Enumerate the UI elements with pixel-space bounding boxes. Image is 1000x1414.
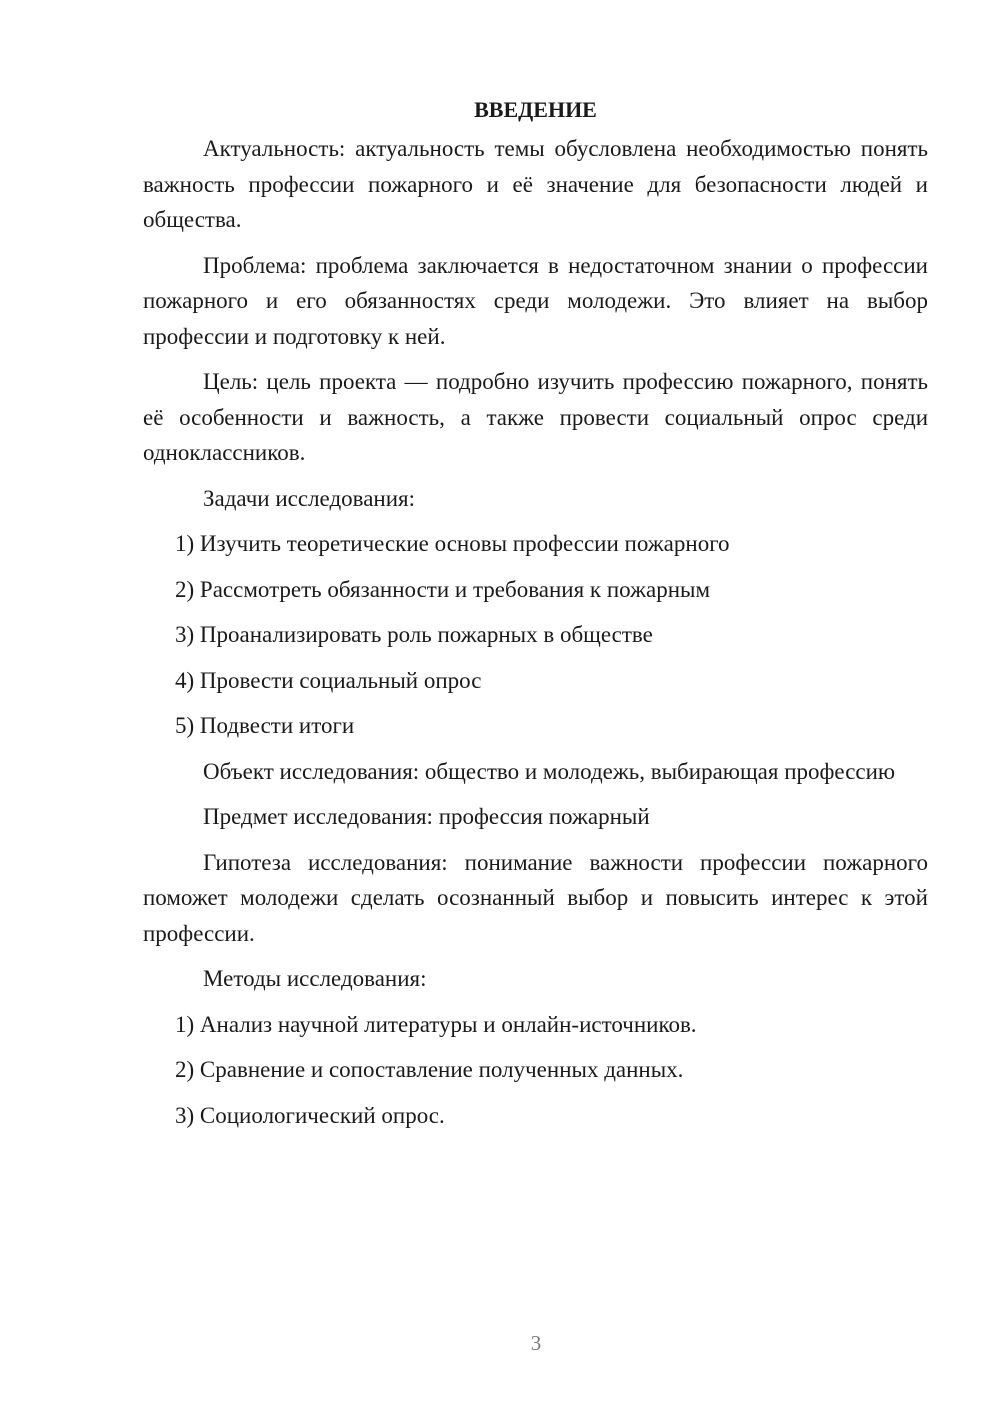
tasks-list [143,526,928,744]
tasks-heading: Задачи исследования: [203,485,416,511]
list-item: 2) Сравнение и сопоставление полученных данных. [175,1057,684,1082]
list-item: 1) Изучить теоретические основы профессии пожарного [175,531,730,556]
methods-heading: Методы исследования: [203,966,427,991]
goal-paragraph: Цель: цель проекта — подробно изучить профессию пожарного, понять её особенности и важность, а также провести социальный опрос среди одноклассников. [143,369,928,465]
relevance-paragraph: Актуальность: актуальность темы обусловлена необходимостью понять важность профессии пожарного и её значение для безопасности людей и общества. [143,136,928,232]
page-content [143,92,928,1143]
page-number: 3 [530,1331,542,1355]
hypothesis-paragraph: Гипотеза исследования: понимание важности профессии пожарного поможет молодежи сделать осознанный выбор и повысить интерес к этой профессии. [143,849,928,946]
list-item: 3) Проанализировать роль пожарных в обществе [175,622,653,647]
list-item: 1) Анализ научной литературы и онлайн-источников. [175,1011,697,1037]
list-item: 5) Подвести итоги [175,713,355,738]
list-item: 3) Социологический опрос. [175,1102,445,1128]
methods-list [143,1007,928,1134]
problem-paragraph: Проблема: проблема заключается в недостаточном знании о профессии пожарного и его обязанностях среди молодежи. Это влияет на выбор профессии и подготовку к ней. [143,252,928,349]
section-title: ВВЕДЕНИЕ [474,97,597,122]
subject-paragraph: Предмет исследования: профессия пожарный [203,804,650,829]
object-paragraph: Объект исследования: общество и молодежь, выбирающая профессию [203,758,896,784]
list-item: 4) Провести социальный опрос [175,667,482,693]
list-item: 2) Рассмотреть обязанности и требования к пожарным [175,576,711,602]
